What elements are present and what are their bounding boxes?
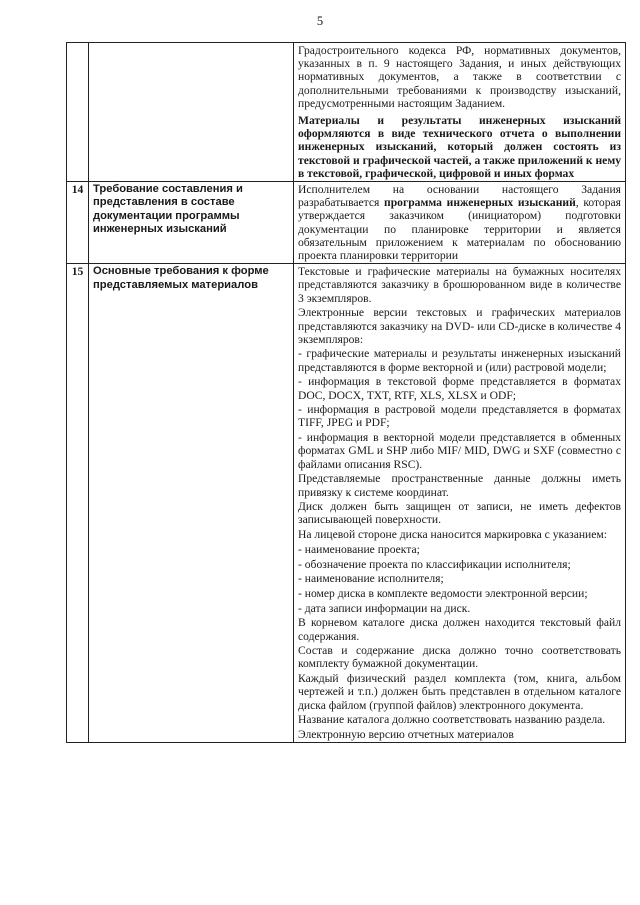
paragraph: Градостроительного кодекса РФ, нормативных документов, указанных в п. 9 настоящего Задания, и иных действующих нормативных документов, а также в соответствии с дополнительными требованиями к производству изысканий, предусмотренными настоящим Заданием. <box>298 44 621 110</box>
paragraph: На лицевой стороне диска наносится маркировка с указанием: <box>298 528 607 542</box>
paragraph: Состав и содержание диска должно точно соответствовать комплекту бумажной документации. <box>298 644 621 671</box>
paragraph: Текстовые и графические материалы на бумажных носителях представляются заказчику в брошюрованном виде в количестве 3 экземпляров. <box>298 265 621 305</box>
row-number <box>67 43 89 182</box>
page-number: 5 <box>316 14 324 28</box>
paragraph: В корневом каталоге диска должен находится текстовый файл содержания. <box>298 616 621 643</box>
list-item: - наименование исполнителя; <box>298 572 444 586</box>
requirement-content <box>294 43 626 182</box>
table-row <box>67 264 626 743</box>
row-number: 14 <box>67 182 89 264</box>
requirement-content <box>294 264 626 743</box>
paragraph-bold: Материалы и результаты инженерных изысканий оформляются в виде технического отчета о выполнении инженерных изысканий, который должен состоять из текстовой и графической частей, а также приложений к нему в текстовой, графической, цифровой и иных формах <box>298 114 622 180</box>
list-item: - графические материалы и результаты инженерных изысканий представляются в форме векторной и (или) растровой модели; <box>298 347 621 374</box>
paragraph <box>298 183 621 262</box>
requirement-name <box>89 43 294 182</box>
text-run-bold: программа инженерных изысканий <box>384 196 576 210</box>
paragraph: Название каталога должно соответствовать названию раздела. <box>298 713 606 727</box>
text-run: Исполнителем на основании настоящего Задания разрабатывается <box>298 183 621 210</box>
list-item: - наименование проекта; <box>298 542 420 556</box>
list-item: - дата записи информации на диск. <box>298 601 471 615</box>
row-number: 15 <box>67 264 89 743</box>
requirements-table <box>66 42 626 743</box>
paragraph: Каждый физический раздел комплекта (том, книга, альбом чертежей и т.п.) должен быть представлен в отдельном каталоге диска файлом (группой файлов) электронного документа. <box>298 672 621 712</box>
list-item: - номер диска в комплекте ведомости электронной версии; <box>298 586 588 600</box>
list-item: - обозначение проекта по классификации исполнителя; <box>298 557 571 571</box>
table-row <box>67 43 626 182</box>
paragraph: Представляемые пространственные данные должны иметь привязку к системе координат. <box>298 472 621 499</box>
list-item: - информация в растровой модели представляется в форматах TIFF, JPEG и PDF; <box>298 403 621 430</box>
text-run: , которая утверждается заказчиком (инициатором) подготовки документации по планировке территории и является обязательным приложением к материалам по обоснованию проекта планировки территории <box>298 196 621 263</box>
paragraph: Диск должен быть защищен от записи, не иметь дефектов записывающей поверхности. <box>298 500 621 527</box>
requirement-name: Требование составления и представления в составе документации программы инженерных изысканий <box>89 182 294 264</box>
requirement-name: Основные требования к форме представляемых материалов <box>89 264 294 743</box>
list-item: - информация в текстовой форме представляется в форматах DOC, DOCX, TXT, RTF, XLS, XLSX и ODF; <box>298 375 621 402</box>
paragraph: Электронные версии текстовых и графических материалов представляются заказчику на DVD- или CD-диске в количестве 4 экземпляров: <box>298 306 621 346</box>
paragraph: Электронную версию отчетных материалов <box>298 727 514 741</box>
requirement-content <box>294 182 626 264</box>
list-item: - информация в векторной модели представляется в обменных форматах GML и SHP либо MIF/ MID, DWG и SXF (совместно с файлами описания RSC). <box>298 431 621 471</box>
table-row <box>67 182 626 264</box>
